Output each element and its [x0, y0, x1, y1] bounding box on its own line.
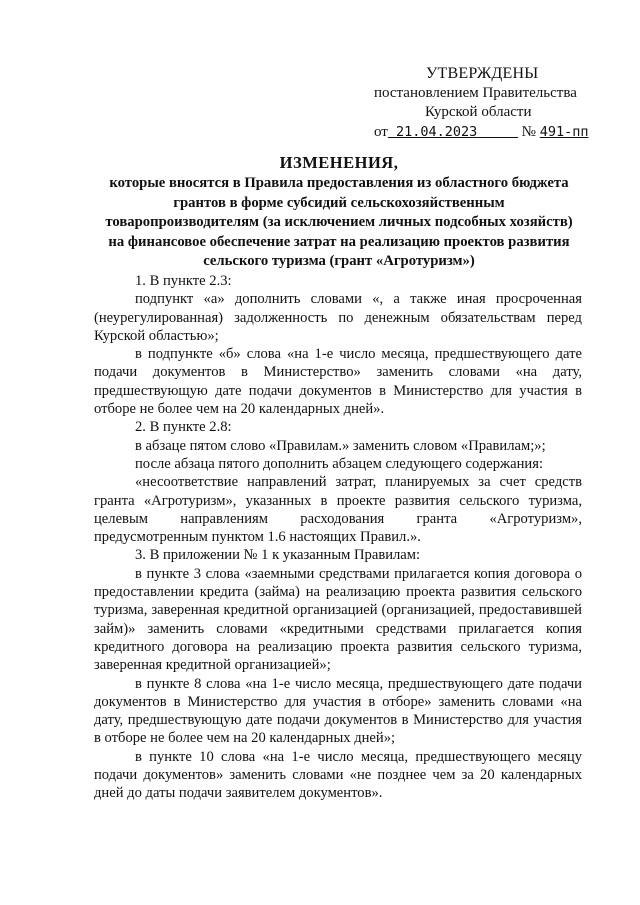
paragraph: после абзаца пятого дополнить абзацем следующего содержания:: [135, 455, 543, 472]
title-line: грантов в форме субсидий сельскохозяйственным: [173, 194, 505, 211]
title-line: на финансовое обеспечение затрат на реализацию проектов развития: [108, 233, 570, 250]
section-heading: 1. В пункте 2.3:: [135, 273, 232, 289]
title-main: ИЗМЕНЕНИЯ,: [279, 153, 399, 172]
paragraph: в пункте 10 слова «на 1-е число месяца, предшествующего месяцу подачи документов» заменить словами «не позднее чем за 20 календарных дней до даты подачи заявителем документов».: [94, 748, 582, 802]
title-line: которые вносятся в Правила предоставления из областного бюджета: [109, 175, 569, 191]
title-line: товаропроизводителям (за исключением личных подсобных хозяйств): [105, 214, 573, 230]
approval-stamp: [374, 64, 604, 142]
paragraph: в подпункте «б» слова «на 1-е число месяца, предшествующего дате подачи документов в Министерство» заменить словами «на дату, предшествующую дате подачи документов в Министерство для участия в отборе не более чем на 20 календарных дней».: [94, 346, 582, 418]
paragraph: «несоответствие направлений затрат, планируемых за счет средств гранта «Агротуризм», указанных в проекте развития сельского туризма, целевым направлениям расходования гранта «Агротуризм», предусмотренным пунктом 1.6 настоящих Правил.».: [94, 474, 582, 546]
approval-date: 21.04.2023: [396, 123, 478, 140]
number-sign: №: [521, 123, 536, 140]
paragraph: подпункт «а» дополнить словами «, а также иная просроченная (неурегулированная) задолженность по денежным обязательствам перед Курской областью»;: [94, 291, 582, 344]
document-body: [94, 272, 582, 803]
title-line: сельского туризма (грант «Агротуризм»): [203, 253, 475, 269]
paragraph: в абзаце пятом слово «Правилам.» заменить словом «Правилам;»;: [135, 437, 546, 454]
approval-region: Курской области: [425, 104, 532, 120]
paragraph: в пункте 3 слова «заемными средствами прилагается копия договора о предоставлении кредита (займа) на реализацию проекта развития сельского туризма, заверенная кредитной организацией (организацией, предоставившей займ)» заменить словами «кредитными средствами прилагается копия кредитного договора на реализацию проекта развития сельского туризма, заверенная кредитной организацией»;: [94, 565, 582, 674]
approval-number: 491-пп: [539, 123, 589, 140]
approval-date-line: [374, 123, 604, 143]
date-prefix: от: [374, 123, 388, 140]
section-heading: 3. В приложении № 1 к указанным Правилам:: [135, 547, 421, 564]
paragraph: в пункте 8 слова «на 1-е число месяца, предшествующего дате подачи документов в Министерство для участия в отборе» заменить словами «на дату, предшествующую дате подачи документов в Министерство для участия в отборе не более чем на 20 календарных дней»;: [94, 675, 582, 747]
document-title: [94, 152, 584, 272]
approval-issuer: постановлением Правительства: [374, 84, 577, 101]
approval-heading: УТВЕРЖДЕНЫ: [426, 65, 539, 82]
section-heading: 2. В пункте 2.8:: [135, 419, 232, 436]
